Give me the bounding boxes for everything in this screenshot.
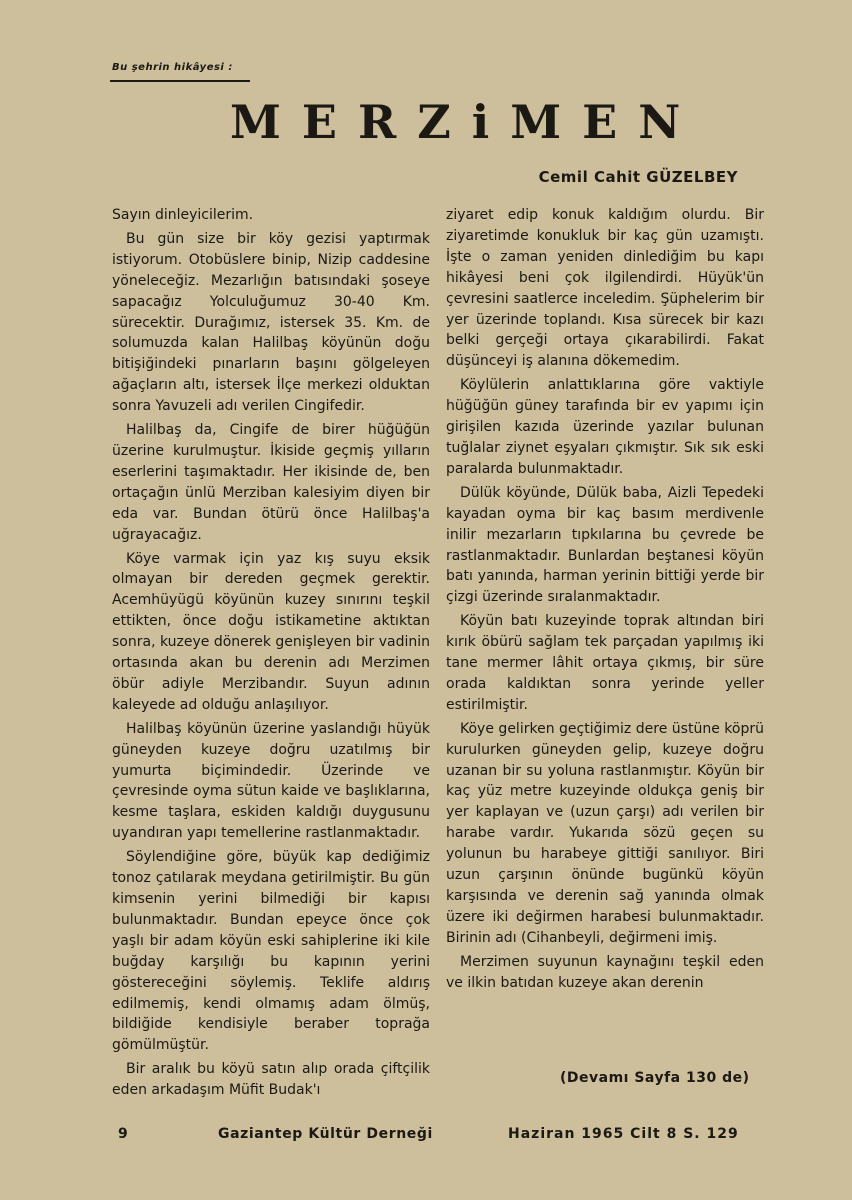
page-number: 9	[118, 1126, 129, 1142]
series-heading: Bu şehrin hikâyesi :	[112, 62, 233, 73]
paragraph: Merzimen suyunun kaynağını teşkil eden ve ilkin batıdan kuzeye akan derenin	[446, 953, 764, 991]
paragraph: Söylendiğine göre, büyük kap dediğimiz tonoz çatılarak meydana getirilmiştir. Bu gün kimsenin yerini bilmediği bir kapısı bulunmaktadır. Bundan epeyce önce çok yaşlı bir adam köyün eski sahiplerine iki kile buğday karşılığı bu kapının yerini göstereceğini söylemiş. Teklife aldırış edilmemiş, kendi olmamış adam ölmüş, bildiğide kendisiyle beraber toprağa gömülmüştür.	[112, 849, 430, 1054]
paragraph: Dülük köyünde, Dülük baba, Aizli Tepedeki kayadan oyma bir kaç basım merdivenle inilir mezarların tıpkılarına bu çevrede be rastlanmaktadır. Bunlardan beştanesi köyün batı yanında, harman yerinin bittiği yerde bir çizgi üzerinde sıralanmaktadır.	[446, 484, 764, 606]
paragraph: Köyün batı kuzeyinde toprak altından biri kırık öbürü sağlam tek parçadan yapılmış iki tane mermer lâhit ortaya çıkmış, bir süre orada kaldıktan sonra yerinde yeller estirilmiştir.	[446, 613, 764, 713]
paragraph: Bu gün size bir köy gezisi yaptırmak istiyorum. Otobüslere binip, Nizip caddesine yöneleceğiz. Mezarlığın batısındaki şoseye sapacağız Yolculuğumuz 30-40 Km. sürecektir. Durağımız, istersek 35. Km. de solumuzda kalan Halilbaş köyünün doğu bitişiğindeki pınarların başını gölgeleyen ağaçların altı, istersek İlçe merkezi olduktan sonra Yavuzeli adı verilen Cingifedir.	[112, 230, 430, 415]
article-title: MERZiMEN	[230, 95, 702, 149]
paragraph: ziyaret edip konuk kaldığım olurdu. Bir ziyaretimde konukluk bir kaç gün uzamıştı. İşte o zaman yeniden dinlediğim bu kapı hikâyesi beni çok ilgilendirdi. Hüyük'ün çevresini saatlerce inceledim. Şüphelerim bir yer üzerinde toplandı. Kısa sürecek bir kazı belki gerçeği ortaya çıkarabilirdi. Fakat düşünceyi iş alanına dökemedim.	[446, 207, 764, 370]
issue-info: Haziran 1965 Cilt 8 S. 129	[508, 1126, 739, 1142]
paragraph: Köye gelirken geçtiğimiz dere üstüne köprü kurulurken güneyden gelip, kuzeye doğru uzanan bir su yoluna rastlanmıştır. Köyün bir kaç yüz metre kuzeyinde oldukça geniş bir yer kaplayan ve (uzun çarşı) adı verilen bir harabe vardır. Yukarıda sözü geçen su yolunun bu harabeye gittiği sanılıyor. Biri uzun çarşının önünde bugünkü köyün karşısında ve derenin sağ yanında olmak üzere iki değirmen harabesi bulunmaktadır. Birinin adı (Cihanbeyli, değirmeni imiş.	[446, 720, 764, 946]
paragraph: Halilbaş da, Cingife de birer hüğüğün üzerine kurulmuştur. İkiside geçmiş yılların eserlerini taşımaktadır. Her ikisinde de, ben ortaçağın ünlü Merziban kalesiyim diyen bir eda var. Bundan ötürü önce Halilbaş'a uğrayacağız.	[112, 422, 430, 543]
paragraph: Köye varmak için yaz kış suyu eksik olmayan bir dereden geçmek gerektir. Acemhüyügü köyünün kuzey sınırını teşkil ettikten, önce doğu istikametine aktıktan sonra, kuzeye dönerek genişleyen bir vadinin ortasında akan bu derenin adı Merzimen öbür adiyle Merzibandır. Suyun adının kaleyede ad olduğu anlaşılıyor.	[112, 550, 430, 713]
publisher-name: Gaziantep Kültür Derneği	[218, 1126, 433, 1142]
continuation-note: (Devamı Sayfa 130 de)	[560, 1070, 750, 1086]
right-column	[446, 205, 764, 997]
left-column	[112, 205, 430, 1104]
paragraph: Sayın dinleyicilerim.	[112, 207, 254, 223]
series-underline	[110, 80, 250, 82]
paragraph: Halilbaş köyünün üzerine yaslandığı hüyük güneyden kuzeye doğru uzatılmış bir yumurta biçimindedir. Üzerinde ve çevresinde oyma sütun kaide ve başlıklarına, kesme taşlara, eskiden kaldığı duygusunu uyandıran yapı temellerine rastlanmaktadır.	[112, 720, 430, 842]
paragraph: Bir aralık bu köyü satın alıp orada çiftçilik eden arkadaşım Müfit Budak'ı	[112, 1061, 430, 1099]
author-name: Cemil Cahit GÜZELBEY	[538, 168, 738, 186]
paragraph: Köylülerin anlattıklarına göre vaktiyle hüğüğün güney tarafında bir ev yapımı için girişilen kazıda üzerinde yazılar bulunan tuğlalar ziynet eşyaları çıkmıştır. Sık sık eski paralarda bulunmaktadır.	[446, 377, 764, 477]
